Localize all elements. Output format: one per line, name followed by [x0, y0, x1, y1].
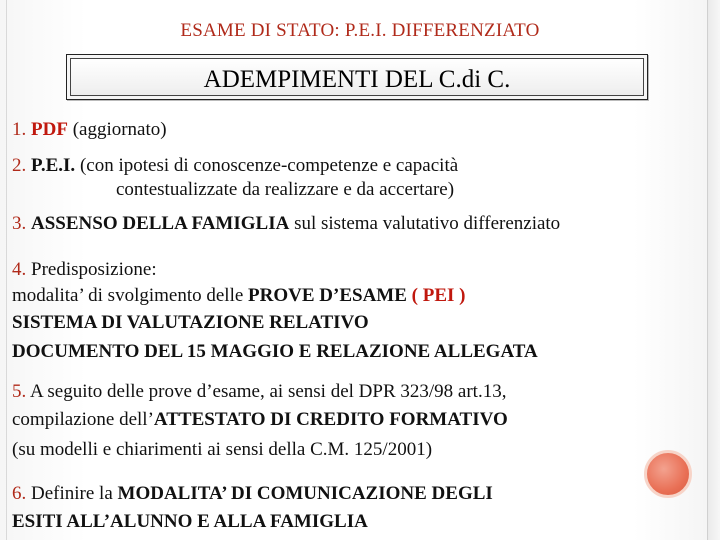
- item-number: 4.: [12, 259, 27, 280]
- item-number: 5.: [12, 381, 27, 402]
- list-item-5-line-3: (su modelli e chiarimenti ai sensi della C.M. 125/2001): [12, 439, 433, 460]
- list-item-3: [12, 212, 560, 236]
- item-keyword: MODALITA’ DI COMUNICAZIONE DEGLI: [117, 483, 493, 504]
- item-text: sul sistema valutativo differenziato: [289, 213, 561, 234]
- list-item-2: [12, 154, 458, 178]
- item-keyword: P.E.I.: [31, 155, 76, 176]
- list-item-2-continuation: contestualizzate da realizzare e da accertare): [116, 179, 455, 200]
- item-text: Predisposizione:: [26, 259, 157, 280]
- item-text: Definire la: [26, 483, 118, 504]
- list-item-6: [12, 482, 493, 506]
- decorative-circle: [644, 450, 692, 498]
- subtitle-text: ADEMPIMENTI DEL C.di C.: [203, 66, 511, 93]
- list-item-5: [12, 380, 506, 404]
- item-text: compilazione dell’: [12, 409, 154, 430]
- item-keyword: PDF: [31, 119, 68, 140]
- list-item-4: [12, 258, 157, 282]
- item-number: 2.: [12, 155, 27, 176]
- item-number: 1.: [12, 119, 27, 140]
- list-item-6-line-2: ESITI ALL’ALUNNO E ALLA FAMIGLIA: [12, 511, 368, 532]
- list-item-4-line-4: DOCUMENTO DEL 15 MAGGIO E RELAZIONE ALLEGATA: [12, 341, 538, 362]
- list-item-5-line-2: [12, 408, 508, 432]
- item-text: (aggiornato): [67, 119, 167, 140]
- left-frame-border: [0, 0, 7, 540]
- right-frame-border: [707, 0, 720, 540]
- item-keyword-red: ( PEI ): [406, 285, 466, 306]
- subtitle-inner-frame: [70, 58, 644, 96]
- list-item-1: [12, 118, 167, 142]
- list-item-4-line-2: [12, 284, 466, 308]
- item-text: A seguito delle prove d’esame, ai sensi del DPR 323/98 art.13,: [26, 381, 507, 402]
- item-keyword: ATTESTATO DI CREDITO FORMATIVO: [153, 409, 508, 430]
- item-keyword: ASSENSO DELLA FAMIGLIA: [31, 213, 290, 234]
- item-text: (con ipotesi di conoscenze-competenze e capacità: [75, 155, 459, 176]
- slide-header: ESAME DI STATO: P.E.I. DIFFERENZIATO: [180, 20, 540, 41]
- item-text: modalita’ di svolgimento delle: [12, 285, 249, 306]
- item-number: 3.: [12, 213, 27, 234]
- subtitle-box: [66, 54, 648, 100]
- list-item-4-line-3: SISTEMA DI VALUTAZIONE RELATIVO: [12, 312, 369, 333]
- item-keyword: PROVE D’ESAME: [248, 285, 407, 306]
- item-number: 6.: [12, 483, 27, 504]
